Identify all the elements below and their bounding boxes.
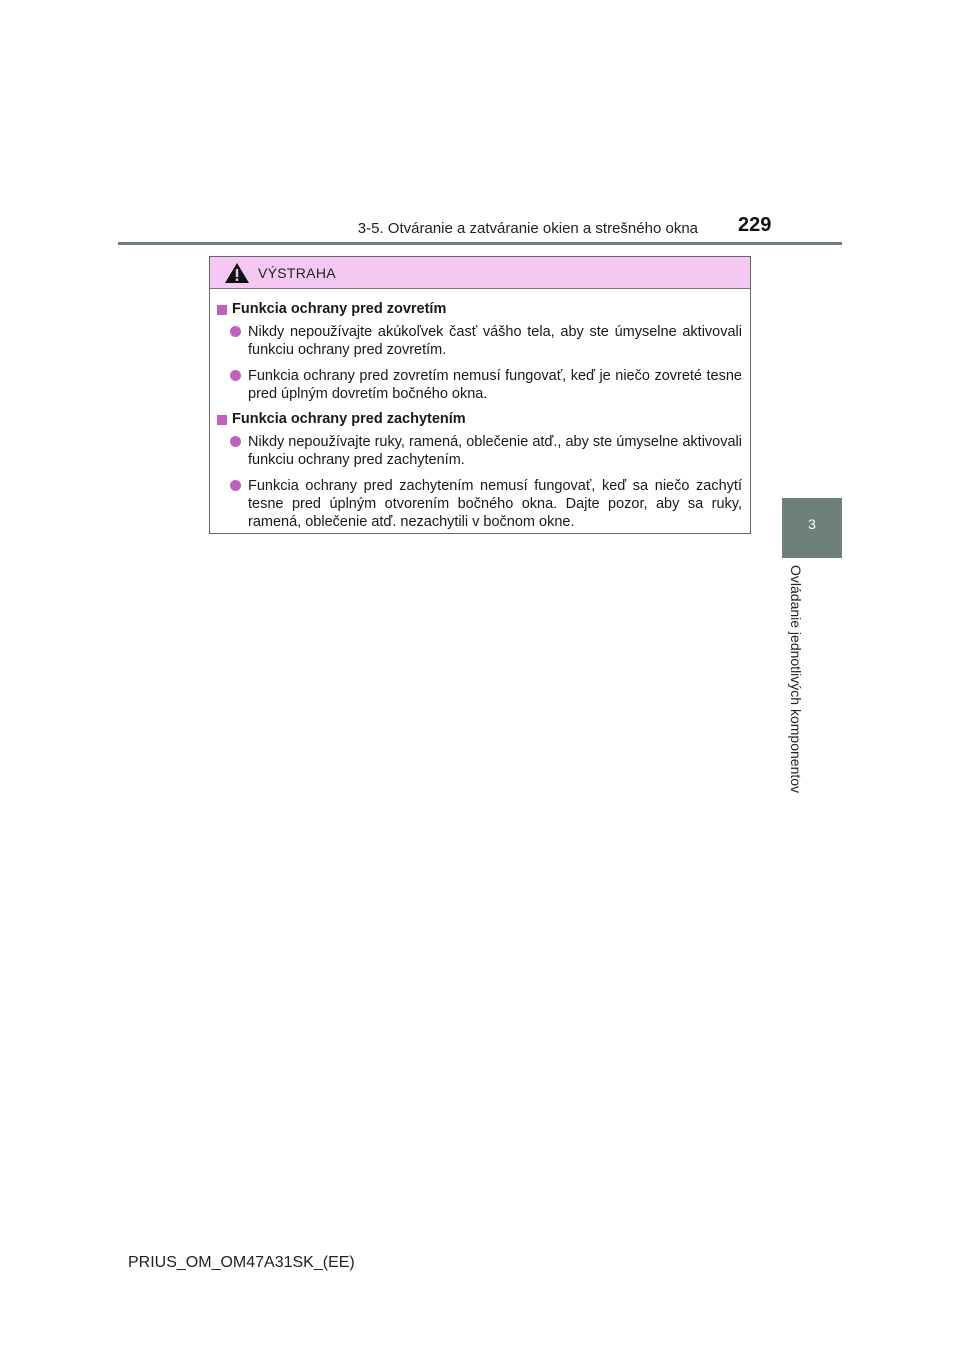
list-item-text: Nikdy nepoužívajte ruky, ramená, oblečenie atď., aby ste úmyselne aktivovali funkciu ochrany pred zachytením. <box>248 434 742 468</box>
document-code: PRIUS_OM_OM47A31SK_(EE) <box>128 1254 355 1271</box>
warning-title: VÝSTRAHA <box>258 264 336 281</box>
circle-bullet-icon <box>230 480 241 491</box>
page-number: 229 <box>738 214 772 236</box>
square-bullet-icon <box>217 415 227 425</box>
section-heading <box>217 301 742 317</box>
section-title: 3-5. Otváranie a zatváranie okien a strešného okna <box>357 220 698 237</box>
chapter-label: Ovládanie jednotlivých komponentov <box>788 565 804 794</box>
list-item-text: Nikdy nepoužívajte akúkoľvek časť vášho tela, aby ste úmyselne aktivovali funkciu ochrany pred zovretím. <box>248 324 742 358</box>
warning-triangle-icon <box>224 262 250 284</box>
list-item <box>230 367 742 403</box>
circle-bullet-icon <box>230 370 241 381</box>
section-heading-text: Funkcia ochrany pred zovretím <box>232 301 447 317</box>
section-heading-text: Funkcia ochrany pred zachytením <box>232 411 466 427</box>
warning-box <box>209 256 751 534</box>
square-bullet-icon <box>217 305 227 315</box>
warning-body <box>210 289 750 531</box>
section-heading <box>217 411 742 427</box>
warning-header <box>210 257 750 289</box>
circle-bullet-icon <box>230 436 241 447</box>
list-item-text: Funkcia ochrany pred zachytením nemusí fungovať, keď sa niečo zachytí tesne pred úplným otvorením bočného okna. Dajte pozor, aby sa ruky, ramená, oblečenie atď. nezachytili v bočnom okne. <box>248 478 742 530</box>
circle-bullet-icon <box>230 326 241 337</box>
chapter-label-container <box>782 565 812 805</box>
list-item-text: Funkcia ochrany pred zovretím nemusí fungovať, keď je niečo zovreté tesne pred úplným dovretím bočného okna. <box>248 368 742 402</box>
header-divider <box>118 242 842 245</box>
list-item <box>230 323 742 359</box>
list-item <box>230 477 742 531</box>
chapter-tab: 3 <box>782 498 842 558</box>
list-item <box>230 433 742 469</box>
